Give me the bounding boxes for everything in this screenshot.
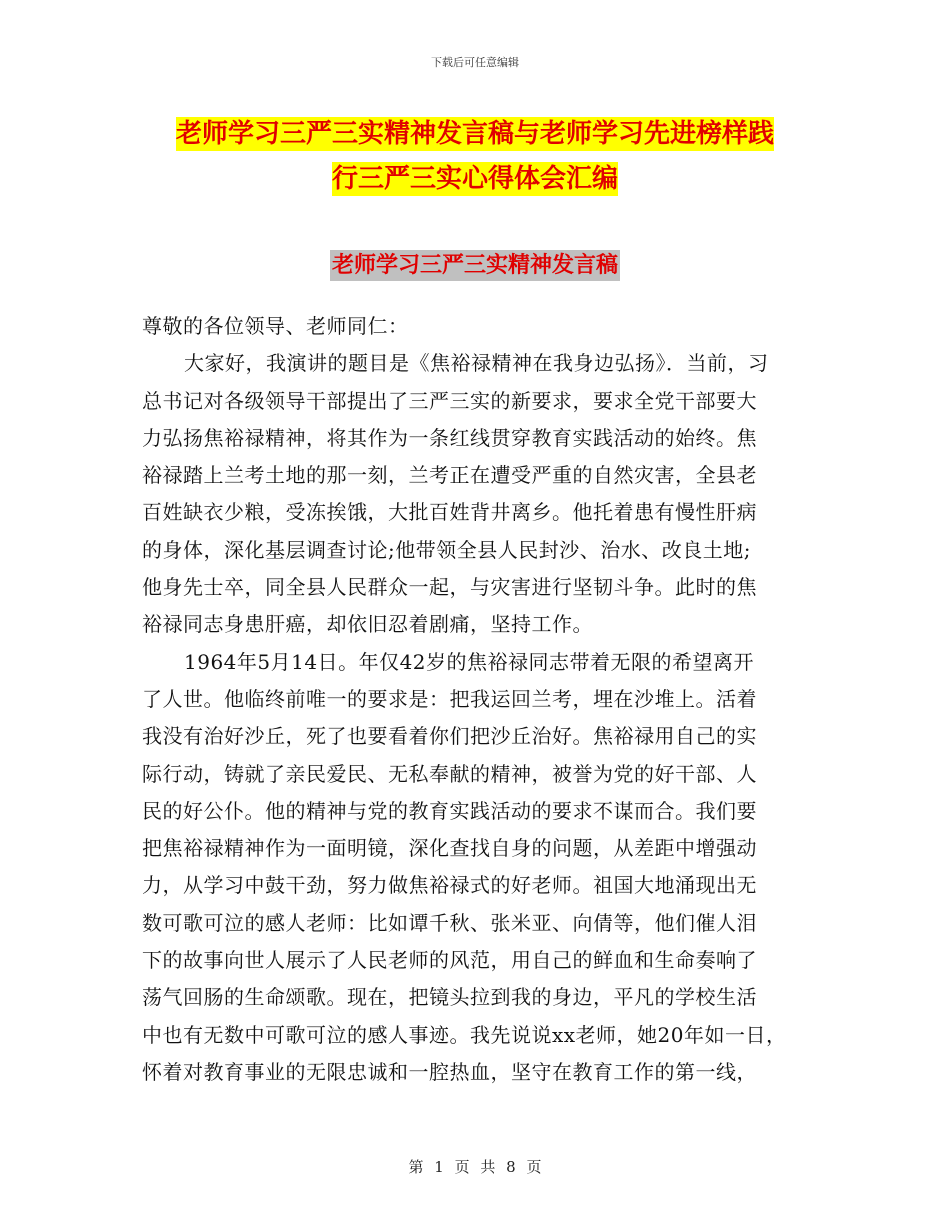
document-title-line-1 — [0, 113, 950, 150]
document-title-line-2 — [0, 158, 950, 195]
body-line: 我没有治好沙丘，死了也要看着你们把沙丘治好。焦裕禄用自己的实 — [142, 724, 757, 749]
body-line: 民的好公仆。他的精神与党的教育实践活动的要求不谋而合。我们要 — [142, 798, 757, 823]
body-line: 他身先士卒，同全县人民群众一起，与灾害进行坚韧斗争。此时的焦 — [142, 575, 757, 600]
body-line: 力，从学习中鼓干劲，努力做焦裕禄式的好老师。祖国大地涌现出无 — [142, 873, 757, 898]
body-line: 力弘扬焦裕禄精神，将其作为一条红线贯穿教育实践活动的始终。焦 — [142, 425, 757, 450]
section-subtitle — [0, 248, 950, 279]
body-line: 裕禄同志身患肝癌，却依旧忍着剧痛，坚持工作。 — [142, 612, 593, 637]
subtitle-highlight: 老师学习三严三实精神发言稿 — [330, 250, 620, 281]
body-line: 数可歌可泣的感人老师：比如谭千秋、张米亚、向倩等，他们催人泪 — [142, 910, 757, 935]
body-line: 裕禄踏上兰考土地的那一刻，兰考正在遭受严重的自然灾害，全县老 — [142, 463, 757, 488]
body-line: 中也有无数中可歌可泣的感人事迹。我先说说xx老师，她20年如一日， — [142, 1022, 787, 1047]
title-highlight-1: 老师学习三严三实精神发言稿与老师学习先进榜样践 — [175, 119, 774, 149]
body-line: 际行动，铸就了亲民爱民、无私奉献的精神，被誉为党的好干部、人 — [142, 761, 757, 786]
body-line: 百姓缺衣少粮，受冻挨饿，大批百姓背井离乡。他托着患有慢性肝病 — [142, 500, 757, 525]
title-highlight-2: 行三严三实心得体会汇编 — [331, 164, 618, 194]
body-line: 的身体，深化基层调查讨论;他带领全县人民封沙、治水、改良土地; — [142, 537, 751, 562]
body-line: 把焦裕禄精神作为一面明镜，深化查找自身的问题，从差距中增强动 — [142, 836, 757, 861]
header-note: 下载后可任意编辑 — [431, 56, 519, 69]
body-text — [142, 308, 832, 1091]
body-line: 怀着对教育事业的无限忠诚和一腔热血，坚守在教育工作的第一线， — [142, 1059, 757, 1084]
body-line: 总书记对各级领导干部提出了三严三实的新要求，要求全党干部要大 — [142, 388, 757, 413]
body-line: 荡气回肠的生命颂歌。现在，把镜头拉到我的身边，平凡的学校生活 — [142, 985, 757, 1010]
salutation: 尊敬的各位领导、老师同仁： — [142, 314, 409, 338]
body-line: 下的故事向世人展示了人民老师的风范，用自己的鲜血和生命奏响了 — [142, 948, 757, 973]
body-line: 了人世。他临终前唯一的要求是：把我运回兰考，埋在沙堆上。活着 — [142, 686, 757, 711]
body-line: 1964年5月14日。年仅42岁的焦裕禄同志带着无限的希望离开 — [184, 649, 755, 674]
body-line: 大家好，我演讲的题目是《焦裕禄精神在我身边弘扬》．当前，习 — [184, 351, 769, 376]
page-footer: 第 1 页 共 8 页 — [408, 1158, 542, 1176]
